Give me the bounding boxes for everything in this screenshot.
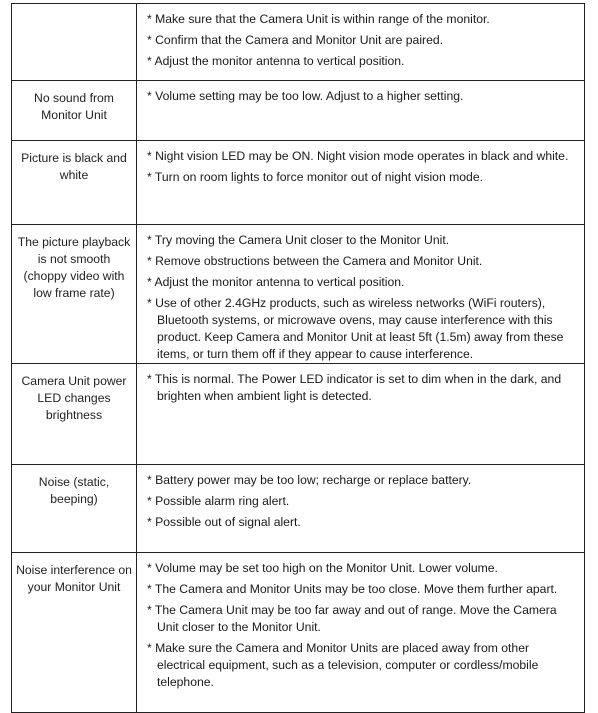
troubleshooting-table <box>11 3 585 713</box>
problem-cell: The picture playback is not smooth (choppy video with low frame rate) <box>12 225 137 364</box>
problem-cell: Noise interference on your Monitor Unit <box>12 553 137 713</box>
table-row <box>12 141 585 225</box>
solutions-cell <box>137 81 585 141</box>
solutions-cell <box>137 225 585 364</box>
problem-cell: Camera Unit power LED changes brightness <box>12 364 137 465</box>
solutions-cell <box>137 141 585 225</box>
solution-item: * Use of other 2.4GHz products, such as wireless networks (WiFi routers), Bluetooth systems, or microwave ovens, may cause interference with this product. Keep Camera and Monitor Unit at least 5ft (1.5m) away from these items, or turn them off if they appear to cause interference. <box>147 296 564 361</box>
solution-item: * Battery power may be too low; recharge or replace battery. <box>147 473 472 487</box>
problem-cell: Noise (static, beeping) <box>12 465 137 553</box>
problem-cell <box>12 4 137 81</box>
solution-item: * Possible alarm ring alert. <box>147 494 290 508</box>
problem-cell: Picture is black and white <box>12 141 137 225</box>
solutions-cell <box>137 364 585 465</box>
solutions-cell <box>137 4 585 81</box>
solution-item: * Try moving the Camera Unit closer to the Monitor Unit. <box>147 233 450 247</box>
solution-item: * Confirm that the Camera and Monitor Unit are paired. <box>147 33 444 47</box>
table-row <box>12 81 585 141</box>
solution-item: * Volume may be set too high on the Monitor Unit. Lower volume. <box>147 561 498 575</box>
solution-item: * Adjust the monitor antenna to vertical position. <box>147 275 405 289</box>
table-row <box>12 364 585 465</box>
table-row <box>12 4 585 81</box>
solution-item: * Make sure the Camera and Monitor Units are placed away from other electrical equipment, such as a television, computer or cordless/mobile telephone. <box>147 641 539 689</box>
solutions-cell <box>137 553 585 713</box>
solutions-cell <box>137 465 585 553</box>
solution-item: * Night vision LED may be ON. Night vision mode operates in black and white. <box>147 149 569 163</box>
solution-item: * Turn on room lights to force monitor out of night vision mode. <box>147 170 484 184</box>
solution-item: * The Camera and Monitor Units may be too close. Move them further apart. <box>147 582 558 596</box>
solution-item: * Possible out of signal alert. <box>147 515 301 529</box>
table-row <box>12 553 585 713</box>
solution-item: * This is normal. The Power LED indicator is set to dim when in the dark, and brighten when ambient light is detected. <box>147 372 562 403</box>
solution-item: * Adjust the monitor antenna to vertical position. <box>147 54 405 68</box>
solution-item: * Remove obstructions between the Camera and Monitor Unit. <box>147 254 483 268</box>
solution-item: * The Camera Unit may be too far away and out of range. Move the Camera Unit closer to the Monitor Unit. <box>147 603 557 634</box>
table-row <box>12 465 585 553</box>
solution-item: * Make sure that the Camera Unit is within range of the monitor. <box>147 12 490 26</box>
problem-cell: No sound from Monitor Unit <box>12 81 137 141</box>
table-row <box>12 225 585 364</box>
solution-item: * Volume setting may be too low. Adjust to a higher setting. <box>147 89 464 103</box>
